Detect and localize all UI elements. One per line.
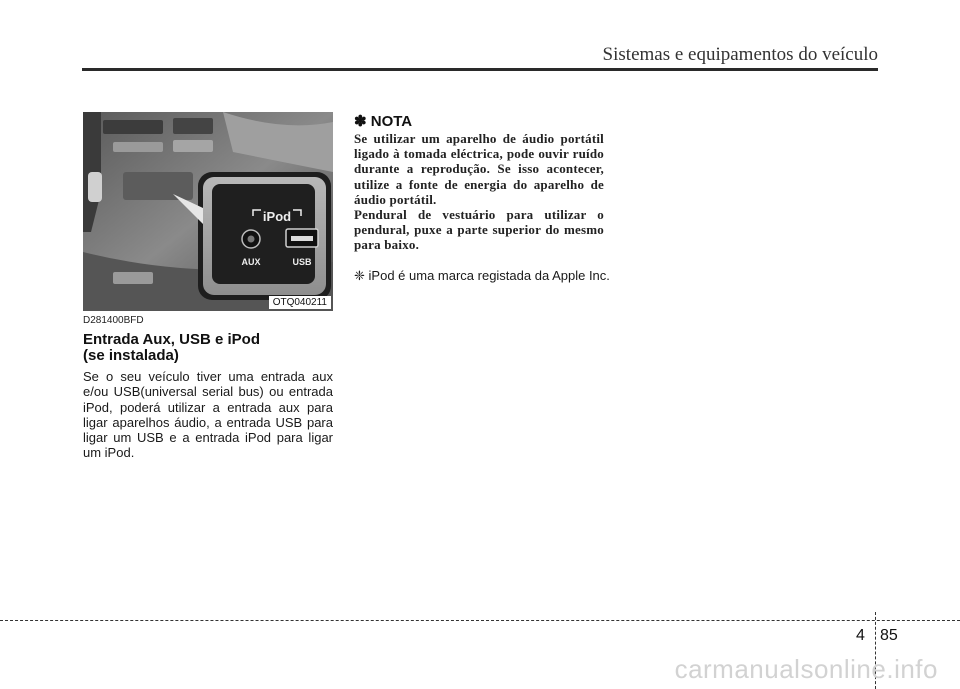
header-rule — [82, 68, 878, 71]
note-body — [354, 131, 604, 253]
section-body-text: Se o seu veículo tiver uma entrada aux e/ou USB(universal serial bus) ou entrada iPod, poderá utilizar a entrada aux para ligar aparelhos áudio, a entrada USB para ligar um USB e a entrada iPod para ligar um iPod. — [83, 369, 333, 461]
note-star-icon: ✽ — [354, 113, 367, 130]
note-paragraph-1: Se utilizar um aparelho de áudio portátil ligado à tomada eléctrica, pode ouvir ruído durante a reprodução. Se isso acontecer, utilize a fonte de energia do aparelho de áudio portátil. — [354, 131, 604, 207]
note-heading — [354, 112, 412, 130]
section-title-line2: (se instalada) — [83, 347, 179, 364]
ipod-group-label: iPod — [262, 209, 292, 224]
watermark: carmanualsonline.info — [674, 654, 938, 684]
figure-code: OTQ040211 — [269, 296, 331, 309]
running-header-title: Sistemas e equipamentos do veículo — [602, 44, 878, 65]
page-number: 85 — [880, 627, 898, 644]
note-heading-label: NOTA — [370, 113, 413, 130]
asterisk-icon: ❈ — [354, 268, 365, 283]
aux-label: AUX — [241, 257, 261, 267]
console-illustration — [83, 112, 333, 311]
chapter-number: 4 — [856, 627, 865, 644]
section-title-line1: Entrada Aux, USB e iPod — [83, 331, 260, 348]
note-paragraph-2: Pendural de vestuário para utilizar o pendural, puxe a parte superior do mesmo para baixo. — [354, 207, 604, 253]
section-title — [83, 332, 343, 364]
aux-usb-ipod-photo — [83, 112, 333, 311]
ipod-trademark-note — [354, 268, 618, 283]
usb-label: USB — [292, 257, 312, 267]
ipod-trademark-text: iPod é uma marca registada da Apple Inc. — [368, 268, 610, 283]
section-code: D281400BFD — [83, 315, 144, 326]
footer-rule — [0, 620, 960, 621]
